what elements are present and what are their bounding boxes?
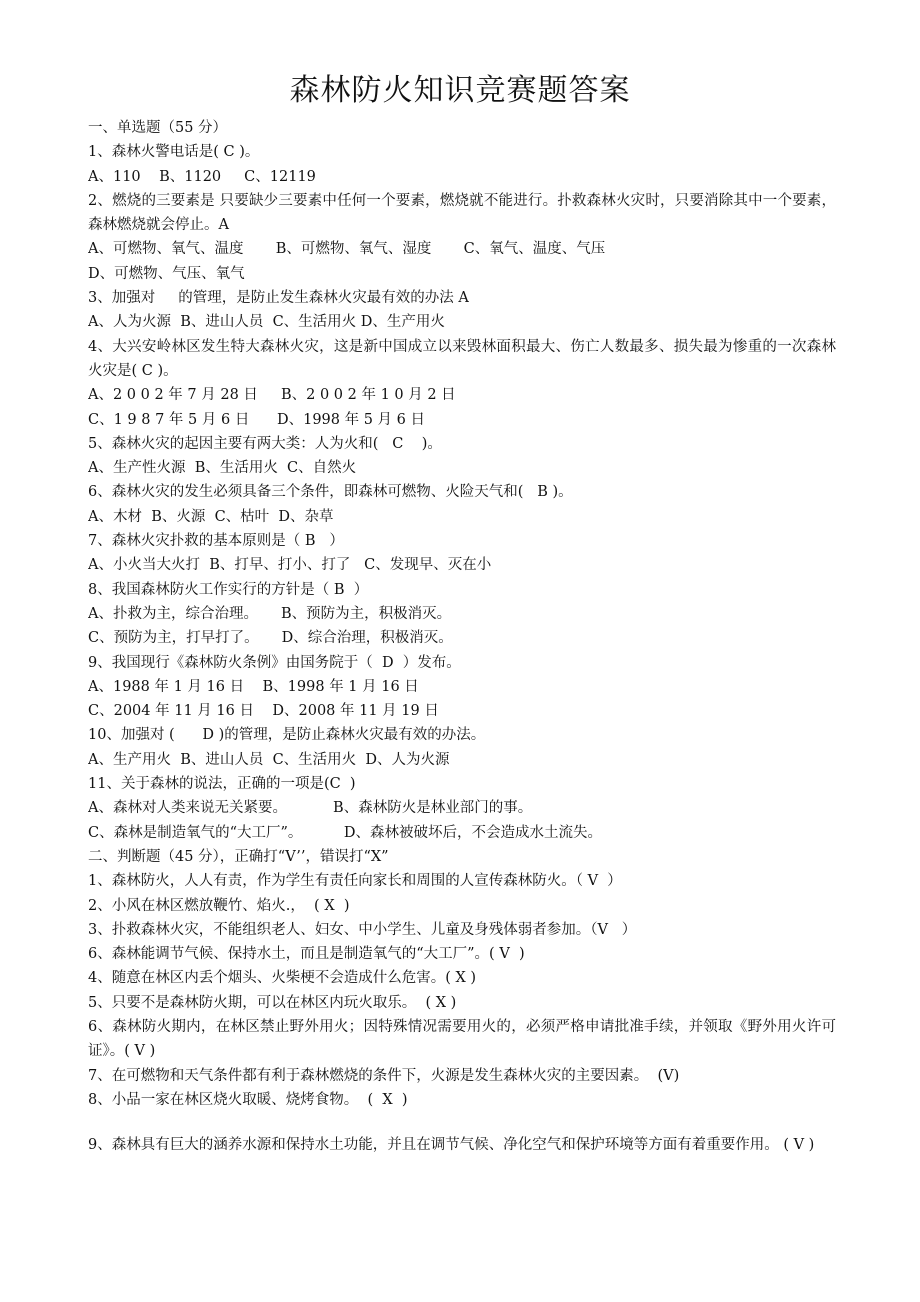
true-false-item: 2、小风在林区燃放鞭竹、焰火.， ( X ) — [88, 897, 350, 914]
options-line: A、小火当大火打 B、打早、打小、打了 C、发现早、灭在小 — [88, 557, 492, 574]
options-line: A、可燃物、氧气、温度 B、可燃物、氧气、湿度 C、氧气、温度、气压 — [88, 241, 606, 258]
question-line: 3、加强对 的管理，是防止发生森林火灾最有效的办法 A — [88, 290, 469, 307]
question-line: 11、关于森林的说法，正确的一项是(C ) — [88, 776, 356, 793]
question-line: 2、燃烧的三要素是 只要缺少三要素中任何一个要素，燃烧就不能进行。扑救森林火灾时，只要消除其中一个要素，森林燃烧就会停止。A — [88, 192, 836, 234]
options-line: A、扑救为主，综合治理。 B、预防为主，积极消灭。 — [88, 605, 452, 622]
question-line: 9、我国现行《森林防火条例》由国务院于（ D ）发布。 — [88, 654, 461, 671]
true-false-item: 6、森林能调节气候、保持水土，而且是制造氧气的“大工厂”。( V ) — [88, 946, 525, 963]
spacer — [88, 1112, 836, 1122]
options-line: D、可燃物、气压、氧气 — [88, 265, 245, 282]
options-line: A、生产用火 B、进山人员 C、生活用火 D、人为火源 — [88, 751, 450, 768]
options-line: A、森林对人类来说无关紧要。 B、森林防火是林业部门的事。 — [88, 800, 533, 817]
true-false-item: 3、扑救森林火灾，不能组织老人、妇女、中小学生、儿童及身残体弱者参加。（V ） — [88, 921, 637, 938]
options-line: A、110 B、1120 C、12119 — [88, 168, 316, 185]
question-line: 7、森林火灾扑救的基本原则是（ B ） — [88, 533, 344, 550]
true-false-item: 9、森林具有巨大的涵养水源和保持水土功能，并且在调节气候、净化空气和保护环境等方面有着重要作用。 ( V ) — [88, 1137, 815, 1154]
question-line: 8、我国森林防火工作实行的方针是（ B ） — [88, 581, 369, 598]
true-false-item: 5、只要不是森林防火期，可以在林区内玩火取乐。 ( X ) — [88, 994, 457, 1011]
true-false-item: 4、随意在林区内丢个烟头、火柴梗不会造成什么危害。( X ) — [88, 970, 477, 987]
options-line: C、森林是制造氧气的“大工厂”。 D、森林被破坏后，不会造成水土流失。 — [88, 824, 603, 841]
question-line: 10、加强对 ( D )的管理，是防止森林火灾最有效的办法。 — [88, 727, 486, 744]
options-line: C、2004 年 11 月 16 日 D、2008 年 11 月 19 日 — [88, 703, 439, 720]
options-line: A、人为火源 B、进山人员 C、生活用火 D、生产用火 — [88, 314, 445, 331]
options-line: A、生产性火源 B、生活用火 C、自然火 — [88, 460, 357, 477]
document-body — [88, 116, 836, 1169]
section-heading-single-choice: 一、单选题（55 分） — [88, 120, 228, 136]
true-false-item: 8、小品一家在林区烧火取暖、烧烤食物。 ( X ) — [88, 1091, 408, 1108]
options-line: A、2 0 0 2 年 7 月 28 日 B、2 0 0 2 年 1 0 月 2 日 — [88, 387, 456, 404]
options-line: C、预防为主，打早打了。 D、综合治理，积极消灭。 — [88, 630, 453, 647]
true-false-item: 6、森林防火期内，在林区禁止野外用火；因特殊情况需要用火的，必须严格申请批准手续，并领取《野外用火许可证》。( V ) — [88, 1018, 836, 1060]
document-title: 森林防火知识竞赛题答案 — [289, 73, 631, 108]
true-false-item: 7、在可燃物和天气条件都有利于森林燃烧的条件下，火源是发生森林火灾的主要因素。 (V) — [88, 1067, 680, 1084]
question-line: 5、森林火灾的起因主要有两大类：人为火和( C )。 — [88, 435, 442, 452]
true-false-item: 1、森林防火，人人有责，作为学生有责任向家长和周围的人宣传森林防火。（ V ） — [88, 873, 622, 890]
question-line: 4、大兴安岭林区发生特大森林火灾，这是新中国成立以来毁林面积最大、伤亡人数最多、损失最为惨重的一次森林火灾是( C )。 — [88, 338, 836, 379]
options-line: A、木材 B、火源 C、枯叶 D、杂草 — [88, 508, 334, 525]
question-line: 6、森林火灾的发生必须具备三个条件，即森林可燃物、火险天气和( B )。 — [88, 484, 573, 501]
options-line: A、1988 年 1 月 16 日 B、1998 年 1 月 16 日 — [88, 678, 419, 695]
section-heading-true-false: 二、判断题（45 分），正确打“V’’，错误打“X” — [88, 848, 389, 865]
options-line: C、1 9 8 7 年 5 月 6 日 D、1998 年 5 月 6 日 — [88, 411, 425, 428]
question-line: 1、森林火警电话是( C )。 — [88, 144, 260, 161]
